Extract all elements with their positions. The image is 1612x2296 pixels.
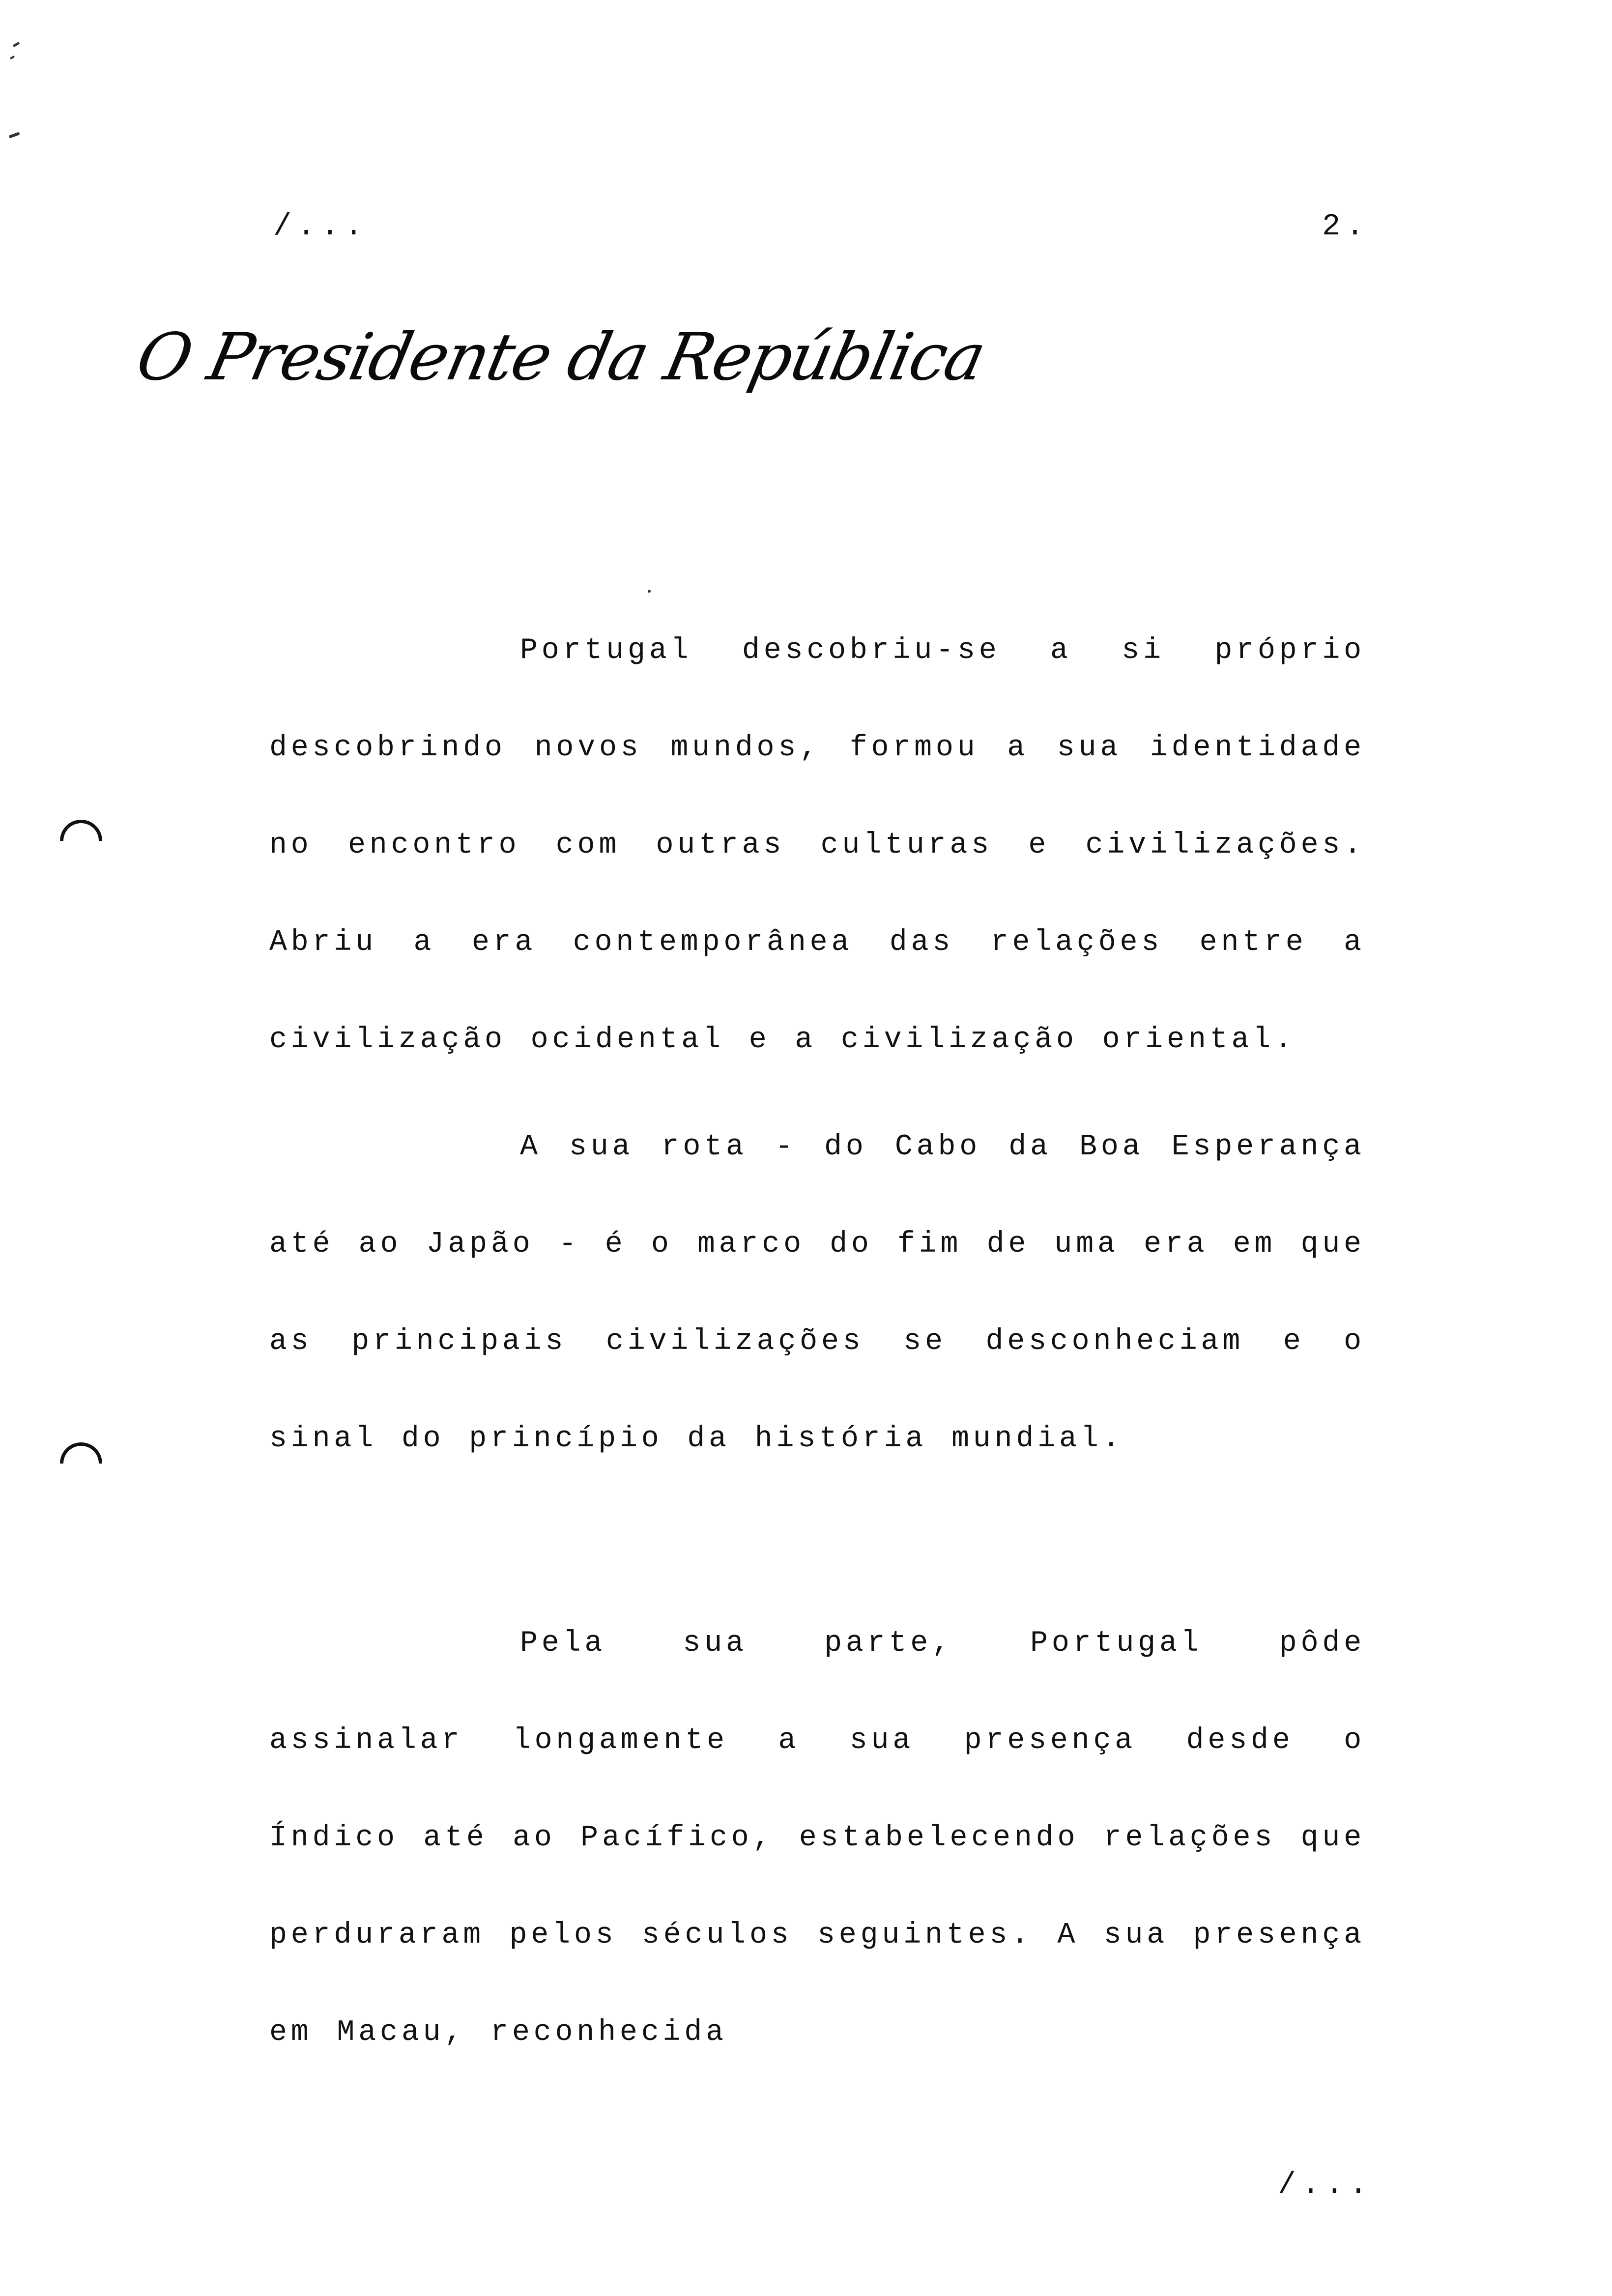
continuation-marker-top: /... [273, 209, 369, 244]
page-number: 2. [1322, 209, 1370, 244]
letterhead-title: O Presidente da República [130, 319, 991, 395]
punch-hole-mark [51, 811, 111, 871]
paragraph-text: Pela sua parte, Portugal pôde assinalar longamente a sua presença desde o Índico até ao Pacífico, estabelecendo relações que perduraram pelos séculos seguintes. A sua presença em Macau, reconhecida [269, 1627, 1365, 2049]
paragraph-text: A sua rota - do Cabo da Boa Esperança até ao Japão - é o marco do fim de uma era em que as principais civilizações se desconheciam e o sinal do princípio da história mundial. [269, 1130, 1365, 1456]
scan-mark [9, 132, 20, 138]
paragraph-text: Portugal descobriu-se a si próprio descobrindo novos mundos, formou a sua identidade no encontro com outras culturas e civilizações. Abriu a era contemporânea das relações entre a civilização ocidental e a civilização oriental. [269, 634, 1365, 1057]
punch-hole-mark [51, 1434, 111, 1493]
scan-mark [10, 56, 15, 59]
scan-mark [13, 42, 20, 47]
scan-mark [648, 590, 651, 593]
paragraph-1 [269, 602, 1365, 1089]
paragraph-2 [269, 1098, 1365, 1488]
continuation-marker-bottom: /... [1278, 2167, 1373, 2202]
paragraph-3 [269, 1595, 1365, 2081]
